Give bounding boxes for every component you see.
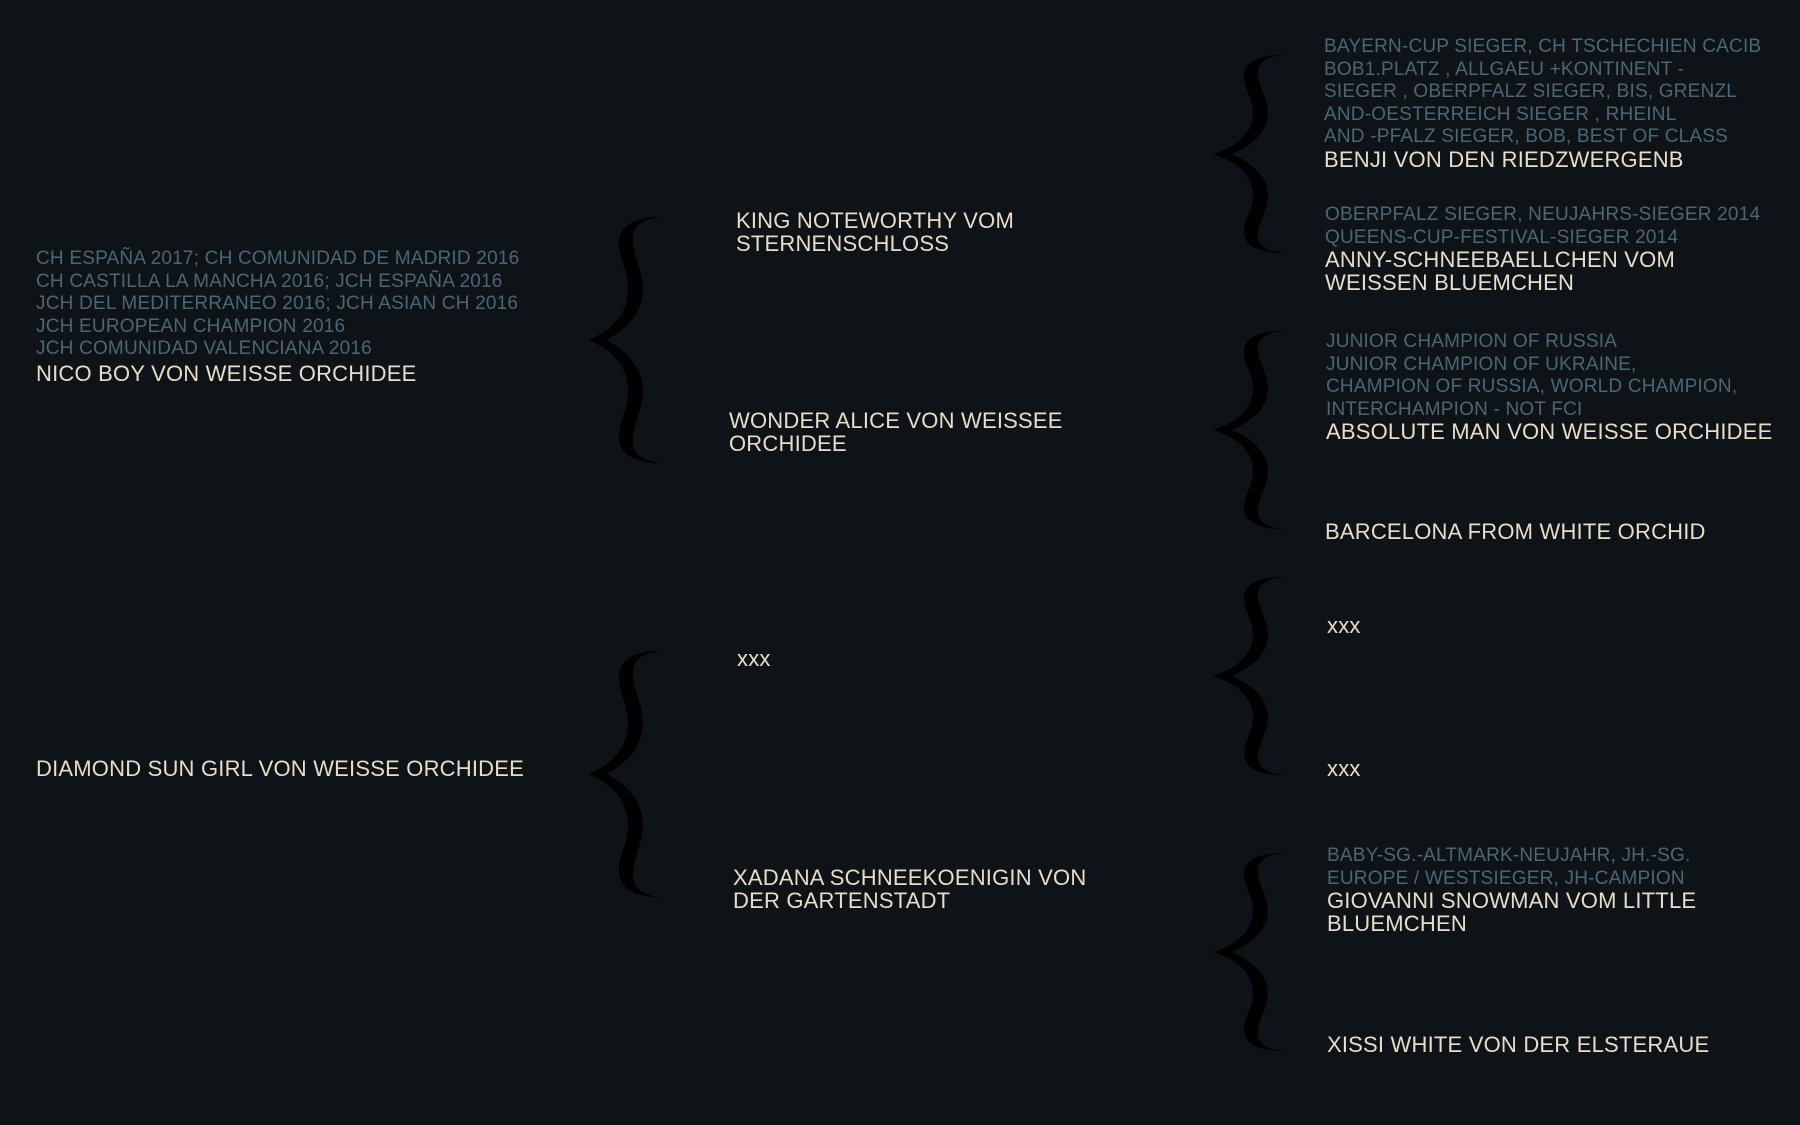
sire-name: NICO BOY VON WEISSE ORCHIDEE xyxy=(36,360,417,386)
title-line: CH ESPAÑA 2017; CH COMUNIDAD DE MADRID 2016 xyxy=(36,248,520,269)
title-line: AND -PFALZ SIEGER, BOB, BEST OF CLASS xyxy=(1324,126,1729,147)
sire-titles xyxy=(36,248,519,361)
title-line: SIEGER , OBERPFALZ SIEGER, BIS, GRENZL xyxy=(1324,81,1738,102)
brace-sire xyxy=(588,216,663,464)
great-grandparent-2 xyxy=(1325,204,1760,294)
great-grandparent-6 xyxy=(1327,758,1361,781)
title-line: QUEENS-CUP-FESTIVAL-SIEGER 2014 xyxy=(1325,226,1679,248)
title-line: BAYERN-CUP SIEGER, CH TSCHECHIEN CACIB xyxy=(1324,36,1762,57)
ggp2-name: ANNY-SCHNEEBAELLCHEN VOM WEISSEN BLUEMCHEN xyxy=(1325,247,1675,295)
ggp2-titles xyxy=(1325,204,1760,249)
great-grandparent-8 xyxy=(1327,1034,1709,1057)
brace-gp-2 xyxy=(1213,330,1288,530)
grandparent-1: KING NOTEWORTHY VOM STERNENSCHLOSS xyxy=(736,208,1015,256)
ggp1-name: BENJI VON DEN RIEDZWERGENB xyxy=(1324,146,1684,172)
ggp7-name: GIOVANNI SNOWMAN VOM LITTLE BLUEMCHEN xyxy=(1327,888,1697,936)
ggp1-titles xyxy=(1324,36,1761,149)
parent-dam xyxy=(36,758,524,781)
brace-gp-1 xyxy=(1213,54,1288,254)
title-line: JCH EUROPEAN CHAMPION 2016 xyxy=(36,315,346,337)
great-grandparent-5 xyxy=(1327,615,1361,638)
great-grandparent-7 xyxy=(1327,845,1747,935)
ggp4-name: BARCELONA FROM WHITE ORCHID xyxy=(1325,519,1706,544)
great-grandparent-1 xyxy=(1324,36,1761,171)
title-line: OBERPFALZ SIEGER, NEUJAHRS-SIEGER 2014 xyxy=(1325,204,1761,225)
brace-dam xyxy=(588,650,663,898)
title-line: BABY-SG.-ALTMARK-NEUJAHR, JH.-SG. xyxy=(1327,845,1691,866)
title-line: INTERCHAMPION - NOT FCI xyxy=(1326,398,1583,420)
brace-gp-3 xyxy=(1213,576,1288,776)
ggp3-name: ABSOLUTE MAN VON WEISSE ORCHIDEE xyxy=(1326,419,1773,444)
parent-sire xyxy=(36,248,519,385)
brace-gp-4 xyxy=(1213,852,1288,1052)
ggp5-name: xxx xyxy=(1327,613,1361,638)
grandparent-4: XADANA SCHNEEKOENIGIN VON DER GARTENSTADT xyxy=(733,865,1087,913)
title-line: JUNIOR CHAMPION OF RUSSIA xyxy=(1326,331,1618,352)
title-line: BOB1.PLATZ , ALLGAEU +KONTINENT - xyxy=(1324,58,1685,80)
great-grandparent-4 xyxy=(1325,521,1706,544)
title-line: JCH COMUNIDAD VALENCIANA 2016 xyxy=(36,338,372,359)
ggp3-titles xyxy=(1326,331,1772,421)
title-line: CH CASTILLA LA MANCHA 2016; JCH ESPAÑA 2016 xyxy=(36,270,503,292)
ggp6-name: xxx xyxy=(1327,756,1361,781)
great-grandparent-3 xyxy=(1326,331,1772,444)
ggp7-titles xyxy=(1327,845,1747,890)
title-line: EUROPE / WESTSIEGER, JH-CAMPION xyxy=(1327,867,1685,889)
title-line: JCH DEL MEDITERRANEO 2016; JCH ASIAN CH 2016 xyxy=(36,293,519,314)
grandparent-2: WONDER ALICE VON WEISSEE ORCHIDEE xyxy=(729,408,1063,456)
title-line: JUNIOR CHAMPION OF UKRAINE, xyxy=(1326,353,1637,375)
title-line: CHAMPION OF RUSSIA, WORLD CHAMPION, xyxy=(1326,376,1738,397)
grandparent-3: xxx xyxy=(737,646,771,671)
ggp8-name: XISSI WHITE VON DER ELSTERAUE xyxy=(1327,1032,1710,1057)
title-line: AND-OESTERREICH SIEGER , RHEINL xyxy=(1324,103,1677,125)
dam-name: DIAMOND SUN GIRL VON WEISSE ORCHIDEE xyxy=(36,756,524,781)
